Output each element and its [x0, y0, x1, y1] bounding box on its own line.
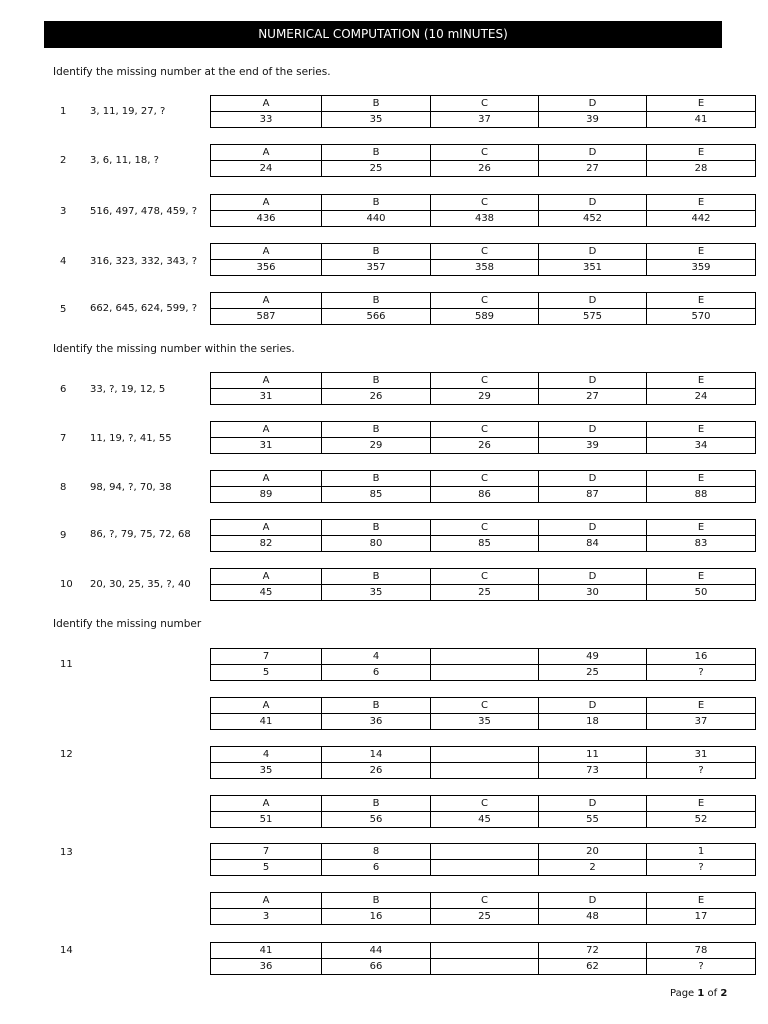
answer-option[interactable]: 358 — [431, 260, 539, 276]
answer-option[interactable]: 83 — [647, 536, 756, 552]
answer-option[interactable]: 56 — [322, 812, 431, 828]
answer-option[interactable]: 440 — [322, 211, 431, 227]
answer-options-table — [210, 144, 756, 177]
answer-options-table — [210, 795, 756, 828]
answer-option[interactable]: 48 — [539, 909, 647, 925]
answer-option[interactable]: 26 — [431, 438, 539, 454]
grid-cell: 7 — [211, 844, 322, 860]
answer-option[interactable]: 36 — [322, 714, 431, 730]
question-number: 7 — [60, 433, 67, 444]
answer-option[interactable]: 24 — [647, 389, 756, 405]
answer-option[interactable]: B — [322, 893, 431, 909]
answer-option[interactable]: C — [431, 244, 539, 260]
answer-option[interactable]: E — [647, 195, 756, 211]
question-series: 662, 645, 624, 599, ? — [90, 303, 198, 314]
answer-option[interactable]: C — [431, 796, 539, 812]
answer-option[interactable]: 55 — [539, 812, 647, 828]
answer-option[interactable]: A — [211, 569, 322, 585]
question-number: 14 — [60, 945, 73, 956]
answer-option[interactable]: D — [539, 893, 647, 909]
answer-options-table — [210, 568, 756, 601]
answer-option[interactable]: 25 — [431, 585, 539, 601]
grid-cell — [431, 747, 539, 763]
page-footer: Page 1 of 2 — [670, 988, 728, 999]
question-series: 316, 323, 332, 343, ? — [90, 256, 198, 267]
answer-option[interactable]: 35 — [322, 585, 431, 601]
answer-option[interactable]: D — [539, 244, 647, 260]
grid-cell: 36 — [211, 959, 322, 975]
grid-cell: 7 — [211, 649, 322, 665]
answer-option[interactable]: 29 — [322, 438, 431, 454]
grid-cell: 26 — [322, 763, 431, 779]
answer-option[interactable]: 29 — [431, 389, 539, 405]
answer-option[interactable]: 26 — [322, 389, 431, 405]
question-number: 11 — [60, 659, 73, 670]
answer-option[interactable]: 18 — [539, 714, 647, 730]
answer-option[interactable]: B — [322, 373, 431, 389]
answer-option[interactable]: D — [539, 373, 647, 389]
answer-option[interactable]: 25 — [431, 909, 539, 925]
answer-option[interactable]: D — [539, 96, 647, 112]
question-grid — [210, 843, 756, 876]
grid-cell: 1 — [647, 844, 756, 860]
answer-option[interactable]: A — [211, 698, 322, 714]
answer-option[interactable]: 33 — [211, 112, 322, 128]
answer-options-table — [210, 697, 756, 730]
answer-option[interactable]: 87 — [539, 487, 647, 503]
answer-option[interactable]: 27 — [539, 389, 647, 405]
answer-option[interactable]: E — [647, 471, 756, 487]
grid-cell: 31 — [647, 747, 756, 763]
answer-option[interactable]: A — [211, 471, 322, 487]
answer-option[interactable]: 436 — [211, 211, 322, 227]
grid-cell: 16 — [647, 649, 756, 665]
answer-option[interactable]: 30 — [539, 585, 647, 601]
page-title: NUMERICAL COMPUTATION (10 mINUTES) — [44, 21, 722, 48]
answer-option[interactable]: D — [539, 293, 647, 309]
answer-option[interactable]: A — [211, 145, 322, 161]
answer-option[interactable]: E — [647, 96, 756, 112]
answer-option[interactable]: C — [431, 520, 539, 536]
grid-cell: ? — [647, 763, 756, 779]
question-number: 5 — [60, 304, 67, 315]
answer-option[interactable]: A — [211, 796, 322, 812]
question-number: 8 — [60, 482, 67, 493]
answer-option[interactable]: 566 — [322, 309, 431, 325]
answer-options-table — [210, 194, 756, 227]
grid-cell: 49 — [539, 649, 647, 665]
answer-options-table — [210, 470, 756, 503]
answer-option[interactable]: 452 — [539, 211, 647, 227]
question-number: 12 — [60, 749, 73, 760]
answer-option[interactable]: E — [647, 796, 756, 812]
answer-option[interactable]: 45 — [211, 585, 322, 601]
answer-option[interactable]: 35 — [431, 714, 539, 730]
answer-option[interactable]: C — [431, 195, 539, 211]
answer-option[interactable]: C — [431, 893, 539, 909]
question-series: 516, 497, 478, 459, ? — [90, 206, 198, 217]
grid-cell — [431, 860, 539, 876]
answer-option[interactable]: 27 — [539, 161, 647, 177]
answer-option[interactable]: C — [431, 145, 539, 161]
answer-option[interactable]: B — [322, 244, 431, 260]
grid-cell: 44 — [322, 943, 431, 959]
question-number: 13 — [60, 847, 73, 858]
question-grid — [210, 746, 756, 779]
answer-option[interactable]: 356 — [211, 260, 322, 276]
answer-option[interactable]: E — [647, 893, 756, 909]
answer-option[interactable]: E — [647, 145, 756, 161]
answer-option[interactable]: E — [647, 293, 756, 309]
answer-option[interactable]: E — [647, 569, 756, 585]
answer-option[interactable]: 587 — [211, 309, 322, 325]
answer-option[interactable]: 31 — [211, 438, 322, 454]
answer-options-table — [210, 421, 756, 454]
grid-cell — [431, 649, 539, 665]
question-series: 3, 6, 11, 18, ? — [90, 155, 159, 166]
answer-option[interactable]: D — [539, 698, 647, 714]
grid-cell: 72 — [539, 943, 647, 959]
answer-option[interactable]: 50 — [647, 585, 756, 601]
answer-option[interactable]: 88 — [647, 487, 756, 503]
grid-cell — [431, 844, 539, 860]
grid-cell: 20 — [539, 844, 647, 860]
answer-options-table — [210, 372, 756, 405]
answer-option[interactable]: A — [211, 96, 322, 112]
answer-option[interactable]: 41 — [647, 112, 756, 128]
answer-options-table — [210, 243, 756, 276]
answer-option[interactable]: 34 — [647, 438, 756, 454]
answer-option[interactable]: 85 — [431, 536, 539, 552]
question-series: 11, 19, ?, 41, 55 — [90, 433, 172, 444]
answer-option[interactable]: 35 — [322, 112, 431, 128]
grid-cell — [431, 943, 539, 959]
grid-cell: 41 — [211, 943, 322, 959]
grid-cell: ? — [647, 959, 756, 975]
answer-option[interactable]: E — [647, 373, 756, 389]
answer-option[interactable]: B — [322, 293, 431, 309]
question-series: 20, 30, 25, 35, ?, 40 — [90, 579, 191, 590]
answer-option[interactable]: E — [647, 698, 756, 714]
question-series: 33, ?, 19, 12, 5 — [90, 384, 166, 395]
answer-option[interactable]: 16 — [322, 909, 431, 925]
answer-option[interactable]: 86 — [431, 487, 539, 503]
grid-cell: 5 — [211, 860, 322, 876]
answer-option[interactable]: A — [211, 373, 322, 389]
answer-option[interactable]: 3 — [211, 909, 322, 925]
answer-options-table — [210, 892, 756, 925]
answer-option[interactable]: 84 — [539, 536, 647, 552]
grid-cell: 11 — [539, 747, 647, 763]
answer-option[interactable]: 37 — [431, 112, 539, 128]
answer-option[interactable]: D — [539, 471, 647, 487]
grid-cell: 2 — [539, 860, 647, 876]
answer-option[interactable]: B — [322, 96, 431, 112]
grid-cell: 5 — [211, 665, 322, 681]
answer-option[interactable]: C — [431, 293, 539, 309]
answer-options-table — [210, 292, 756, 325]
answer-option[interactable]: 31 — [211, 389, 322, 405]
answer-option[interactable]: 82 — [211, 536, 322, 552]
answer-option[interactable]: D — [539, 195, 647, 211]
answer-option[interactable]: D — [539, 520, 647, 536]
grid-cell: 6 — [322, 860, 431, 876]
grid-cell — [431, 665, 539, 681]
page-total: 2 — [720, 988, 728, 999]
section-2-instruction: Identify the missing number within the series. — [53, 343, 295, 355]
question-number: 3 — [60, 206, 67, 217]
grid-cell — [431, 763, 539, 779]
grid-cell: 66 — [322, 959, 431, 975]
answer-option[interactable]: E — [647, 422, 756, 438]
question-grid — [210, 942, 756, 975]
section-1-instruction: Identify the missing number at the end of the series. — [53, 66, 331, 78]
answer-option[interactable]: C — [431, 373, 539, 389]
answer-option[interactable]: 89 — [211, 487, 322, 503]
answer-option[interactable]: B — [322, 195, 431, 211]
answer-option[interactable]: A — [211, 422, 322, 438]
grid-cell: 4 — [211, 747, 322, 763]
answer-option[interactable]: B — [322, 698, 431, 714]
answer-option[interactable]: 570 — [647, 309, 756, 325]
answer-option[interactable]: D — [539, 569, 647, 585]
answer-option[interactable]: 52 — [647, 812, 756, 828]
grid-cell: 8 — [322, 844, 431, 860]
answer-option[interactable]: 17 — [647, 909, 756, 925]
answer-option[interactable]: A — [211, 244, 322, 260]
section-3-instruction: Identify the missing number — [53, 618, 202, 630]
answer-option[interactable]: D — [539, 796, 647, 812]
answer-option[interactable]: B — [322, 569, 431, 585]
answer-options-table — [210, 95, 756, 128]
answer-option[interactable]: D — [539, 145, 647, 161]
question-number: 4 — [60, 256, 67, 267]
answer-option[interactable]: 51 — [211, 812, 322, 828]
answer-option[interactable]: C — [431, 96, 539, 112]
answer-option[interactable]: E — [647, 244, 756, 260]
answer-option[interactable]: B — [322, 520, 431, 536]
answer-option[interactable]: B — [322, 471, 431, 487]
answer-option[interactable]: 438 — [431, 211, 539, 227]
question-series: 3, 11, 19, 27, ? — [90, 106, 166, 117]
answer-option[interactable]: C — [431, 471, 539, 487]
grid-cell: 62 — [539, 959, 647, 975]
answer-option[interactable]: 359 — [647, 260, 756, 276]
grid-cell: ? — [647, 665, 756, 681]
answer-option[interactable]: 357 — [322, 260, 431, 276]
question-series: 98, 94, ?, 70, 38 — [90, 482, 172, 493]
grid-cell — [431, 959, 539, 975]
answer-option[interactable]: 25 — [322, 161, 431, 177]
answer-option[interactable]: 85 — [322, 487, 431, 503]
answer-option[interactable]: 80 — [322, 536, 431, 552]
grid-cell: 4 — [322, 649, 431, 665]
answer-option[interactable]: B — [322, 145, 431, 161]
question-number: 6 — [60, 384, 67, 395]
grid-cell: ? — [647, 860, 756, 876]
answer-option[interactable]: C — [431, 569, 539, 585]
answer-option[interactable]: B — [322, 796, 431, 812]
answer-option[interactable]: 575 — [539, 309, 647, 325]
answer-option[interactable]: 39 — [539, 112, 647, 128]
answer-option[interactable]: 26 — [431, 161, 539, 177]
grid-cell: 35 — [211, 763, 322, 779]
answer-option[interactable]: D — [539, 422, 647, 438]
answer-option[interactable]: 45 — [431, 812, 539, 828]
answer-option[interactable]: 28 — [647, 161, 756, 177]
answer-options-table — [210, 519, 756, 552]
grid-cell: 73 — [539, 763, 647, 779]
answer-option[interactable]: A — [211, 893, 322, 909]
grid-cell: 78 — [647, 943, 756, 959]
question-number: 9 — [60, 530, 67, 541]
answer-option[interactable]: 442 — [647, 211, 756, 227]
answer-option[interactable]: 39 — [539, 438, 647, 454]
question-number: 10 — [60, 579, 73, 590]
answer-option[interactable]: C — [431, 698, 539, 714]
page-number: 1 — [697, 988, 705, 999]
grid-cell: 6 — [322, 665, 431, 681]
answer-option[interactable]: A — [211, 293, 322, 309]
grid-cell: 14 — [322, 747, 431, 763]
answer-option[interactable]: 24 — [211, 161, 322, 177]
question-series: 86, ?, 79, 75, 72, 68 — [90, 529, 191, 540]
answer-option[interactable]: E — [647, 520, 756, 536]
answer-option[interactable]: 351 — [539, 260, 647, 276]
answer-option[interactable]: A — [211, 195, 322, 211]
answer-option[interactable]: A — [211, 520, 322, 536]
question-number: 2 — [60, 155, 67, 166]
answer-option[interactable]: C — [431, 422, 539, 438]
answer-option[interactable]: 589 — [431, 309, 539, 325]
grid-cell: 25 — [539, 665, 647, 681]
answer-option[interactable]: 37 — [647, 714, 756, 730]
question-grid — [210, 648, 756, 681]
answer-option[interactable]: B — [322, 422, 431, 438]
question-number: 1 — [60, 106, 67, 117]
answer-option[interactable]: 41 — [211, 714, 322, 730]
